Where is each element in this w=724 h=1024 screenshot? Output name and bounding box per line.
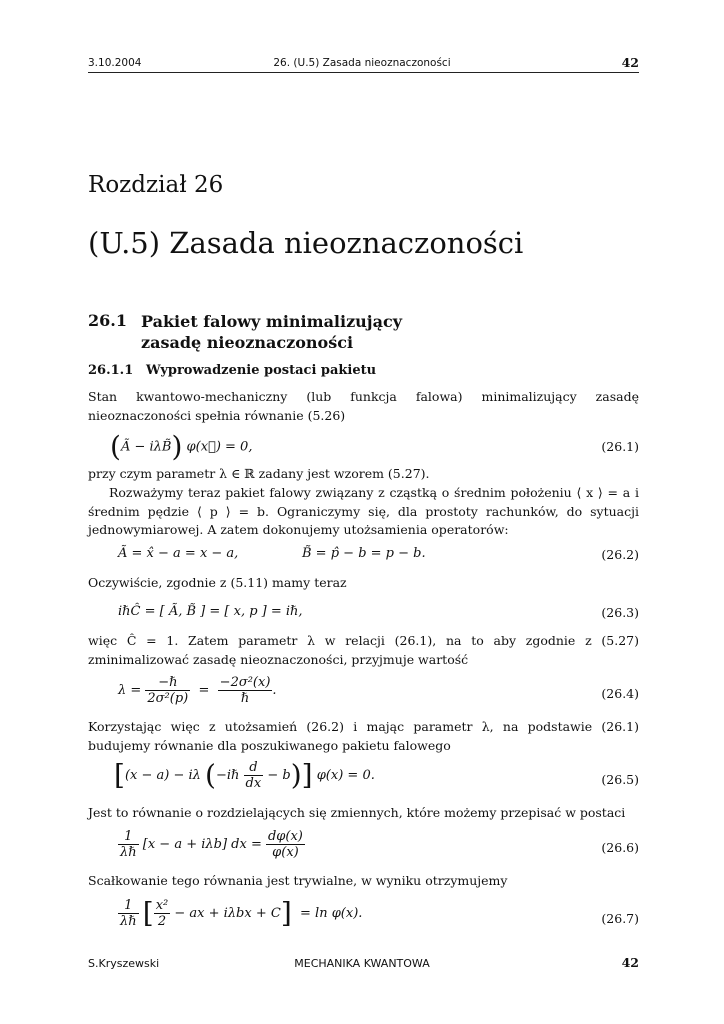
- equation-26-3: iℏĈ = [ Ã, B̃ ] = [ x, p ] = iℏ,: [118, 604, 303, 619]
- eq7-coef: [118, 898, 139, 929]
- paragraph-8: Scałkowanie tego równania jest trywialne, w wyniku otrzymujemy: [88, 873, 508, 888]
- chapter-label: Rozdział 26: [88, 172, 224, 198]
- equation-26-5: [(x − a) − iλ (−iℏ $\frac{d}{dx}$ − b)] φ(x) = 0.: [114, 758, 375, 792]
- equation-number-26-3: (26.3): [601, 605, 639, 620]
- eq5-tail: φ(x) = 0.: [316, 768, 375, 783]
- eq5-a: (x − a) − iλ: [124, 768, 201, 783]
- equation-26-4: [118, 675, 277, 706]
- header-running-title: 26. (U.5) Zasada nieoznaczoności: [273, 57, 451, 69]
- eq7-tail: = ln φ(x).: [300, 906, 363, 921]
- paragraph-5: więc Ĉ = 1. Zatem parametr λ w relacji (26.1), na to aby zgodnie z (5.27) zminimalizować zasadę nieoznaczoności, przyjmuje wartość: [88, 633, 639, 667]
- eq7-x-fraction: [154, 898, 171, 929]
- eq5-b: −iℏ: [215, 768, 240, 783]
- equation-number-26-2: (26.2): [601, 547, 639, 562]
- eq4-f1-num: −ℏ: [145, 675, 190, 691]
- footer-author: S.Kryszewski: [88, 957, 160, 970]
- eq4-f2-num: −2σ²(x): [219, 675, 271, 690]
- equation-26-7: $\frac{1}{\text{λℏ}}$ [ $\frac{\text{x²}}{2}$ − ax + iλbx + C] = ln φ(x).: [120, 896, 363, 930]
- eq7-c-den: λℏ: [120, 914, 137, 929]
- paragraph-2: przy czym parametr λ ∈ ℝ zadany jest wzorem (5.27).: [88, 466, 430, 481]
- eq4-f1-den: 2σ²(p): [147, 691, 189, 706]
- eq6-coef: [118, 829, 139, 860]
- eq6-c-den: λℏ: [120, 845, 137, 860]
- eq1-lhs: Ã − iλB̃: [120, 439, 172, 455]
- paragraph-6: Korzystając więc z utożsamień (26.2) i mając parametr λ, na podstawie (26.1) budujemy równanie dla poszukiwanego pakietu falowego: [88, 719, 639, 753]
- header-page-number: 42: [621, 55, 639, 70]
- equation-26-2b: B̃ = p̂ − b = p − b.: [302, 546, 426, 561]
- eq5-d-den: dx: [245, 776, 262, 791]
- equation-number-26-7: (26.7): [601, 911, 639, 926]
- paragraph-1: Stan kwantowo-mechaniczny (lub funkcja falowa) minimalizujący zasadę nieoznaczoności spełnia równanie (5.26): [88, 389, 639, 423]
- subsection-title: Wyprowadzenie postaci pakietu: [146, 363, 377, 378]
- eq4-tail: .: [272, 683, 277, 698]
- eq6-r-num: dφ(x): [267, 829, 303, 844]
- header-date: 3.10.2004: [88, 57, 142, 69]
- equation-number-26-4: (26.4): [601, 686, 639, 701]
- eq6-mid: [x − a + iλb] dx =: [142, 837, 262, 852]
- eq4-equals: =: [198, 683, 210, 698]
- section-number: 26.1: [88, 311, 127, 330]
- section-title: [141, 311, 402, 353]
- eq7-x-den: 2: [157, 914, 167, 929]
- eq4-f2-den: ℏ: [240, 691, 250, 706]
- eq5-c: − b: [267, 768, 291, 783]
- equation-26-2a: Ã = x̂ − a = x − a,: [118, 546, 239, 561]
- section-title-line2: zasadę nieoznaczoności: [141, 333, 354, 352]
- header-rule: [88, 72, 639, 73]
- section-title-line1: Pakiet falowy minimalizujący: [141, 312, 402, 331]
- footer-book-title: MECHANIKA KWANTOWA: [294, 957, 430, 970]
- equation-26-6: [118, 829, 305, 860]
- chapter-title: (U.5) Zasada nieoznaczoności: [88, 226, 524, 260]
- eq5-derivative: [244, 760, 264, 791]
- paragraph-3: Rozważymy teraz pakiet falowy związany z cząstką o średnim położeniu ⟨ x ⟩ = a i średnim pędzie ⟨ p ⟩ = b. Ograniczymy się, dla prostoty rachunków, do sytuacji jednowymiarowej. A zatem dokonujemy utożsamienia operatorów:: [88, 485, 639, 537]
- eq4-lhs: λ =: [118, 683, 142, 698]
- paragraph-4: Oczywiście, zgodnie z (5.11) mamy teraz: [88, 575, 347, 590]
- eq7-mid: − ax + iλbx + C: [174, 906, 281, 921]
- eq6-r-den: φ(x): [272, 845, 299, 860]
- equation-number-26-6: (26.6): [601, 840, 639, 855]
- eq4-fraction-1: [145, 675, 190, 706]
- equation-number-26-5: (26.5): [601, 772, 639, 787]
- eq5-d-num: d: [244, 760, 264, 776]
- eq1-rhs: φ(x⃗) = 0,: [186, 439, 253, 455]
- eq7-c-num: 1: [118, 898, 139, 914]
- equation-number-26-1: (26.1): [601, 439, 639, 454]
- eq6-c-num: 1: [118, 829, 139, 845]
- subsection-number: 26.1.1: [88, 363, 134, 378]
- eq4-fraction-2: [218, 675, 273, 706]
- eq7-x-num: x²: [155, 898, 169, 913]
- eq6-rhs: [266, 829, 305, 860]
- equation-26-1: (Ã − iλB̃) φ(x⃗) = 0,: [110, 430, 253, 463]
- footer-page-number: 42: [621, 955, 639, 970]
- paragraph-7: Jest to równanie o rozdzielających się zmiennych, które możemy przepisać w postaci: [88, 805, 626, 820]
